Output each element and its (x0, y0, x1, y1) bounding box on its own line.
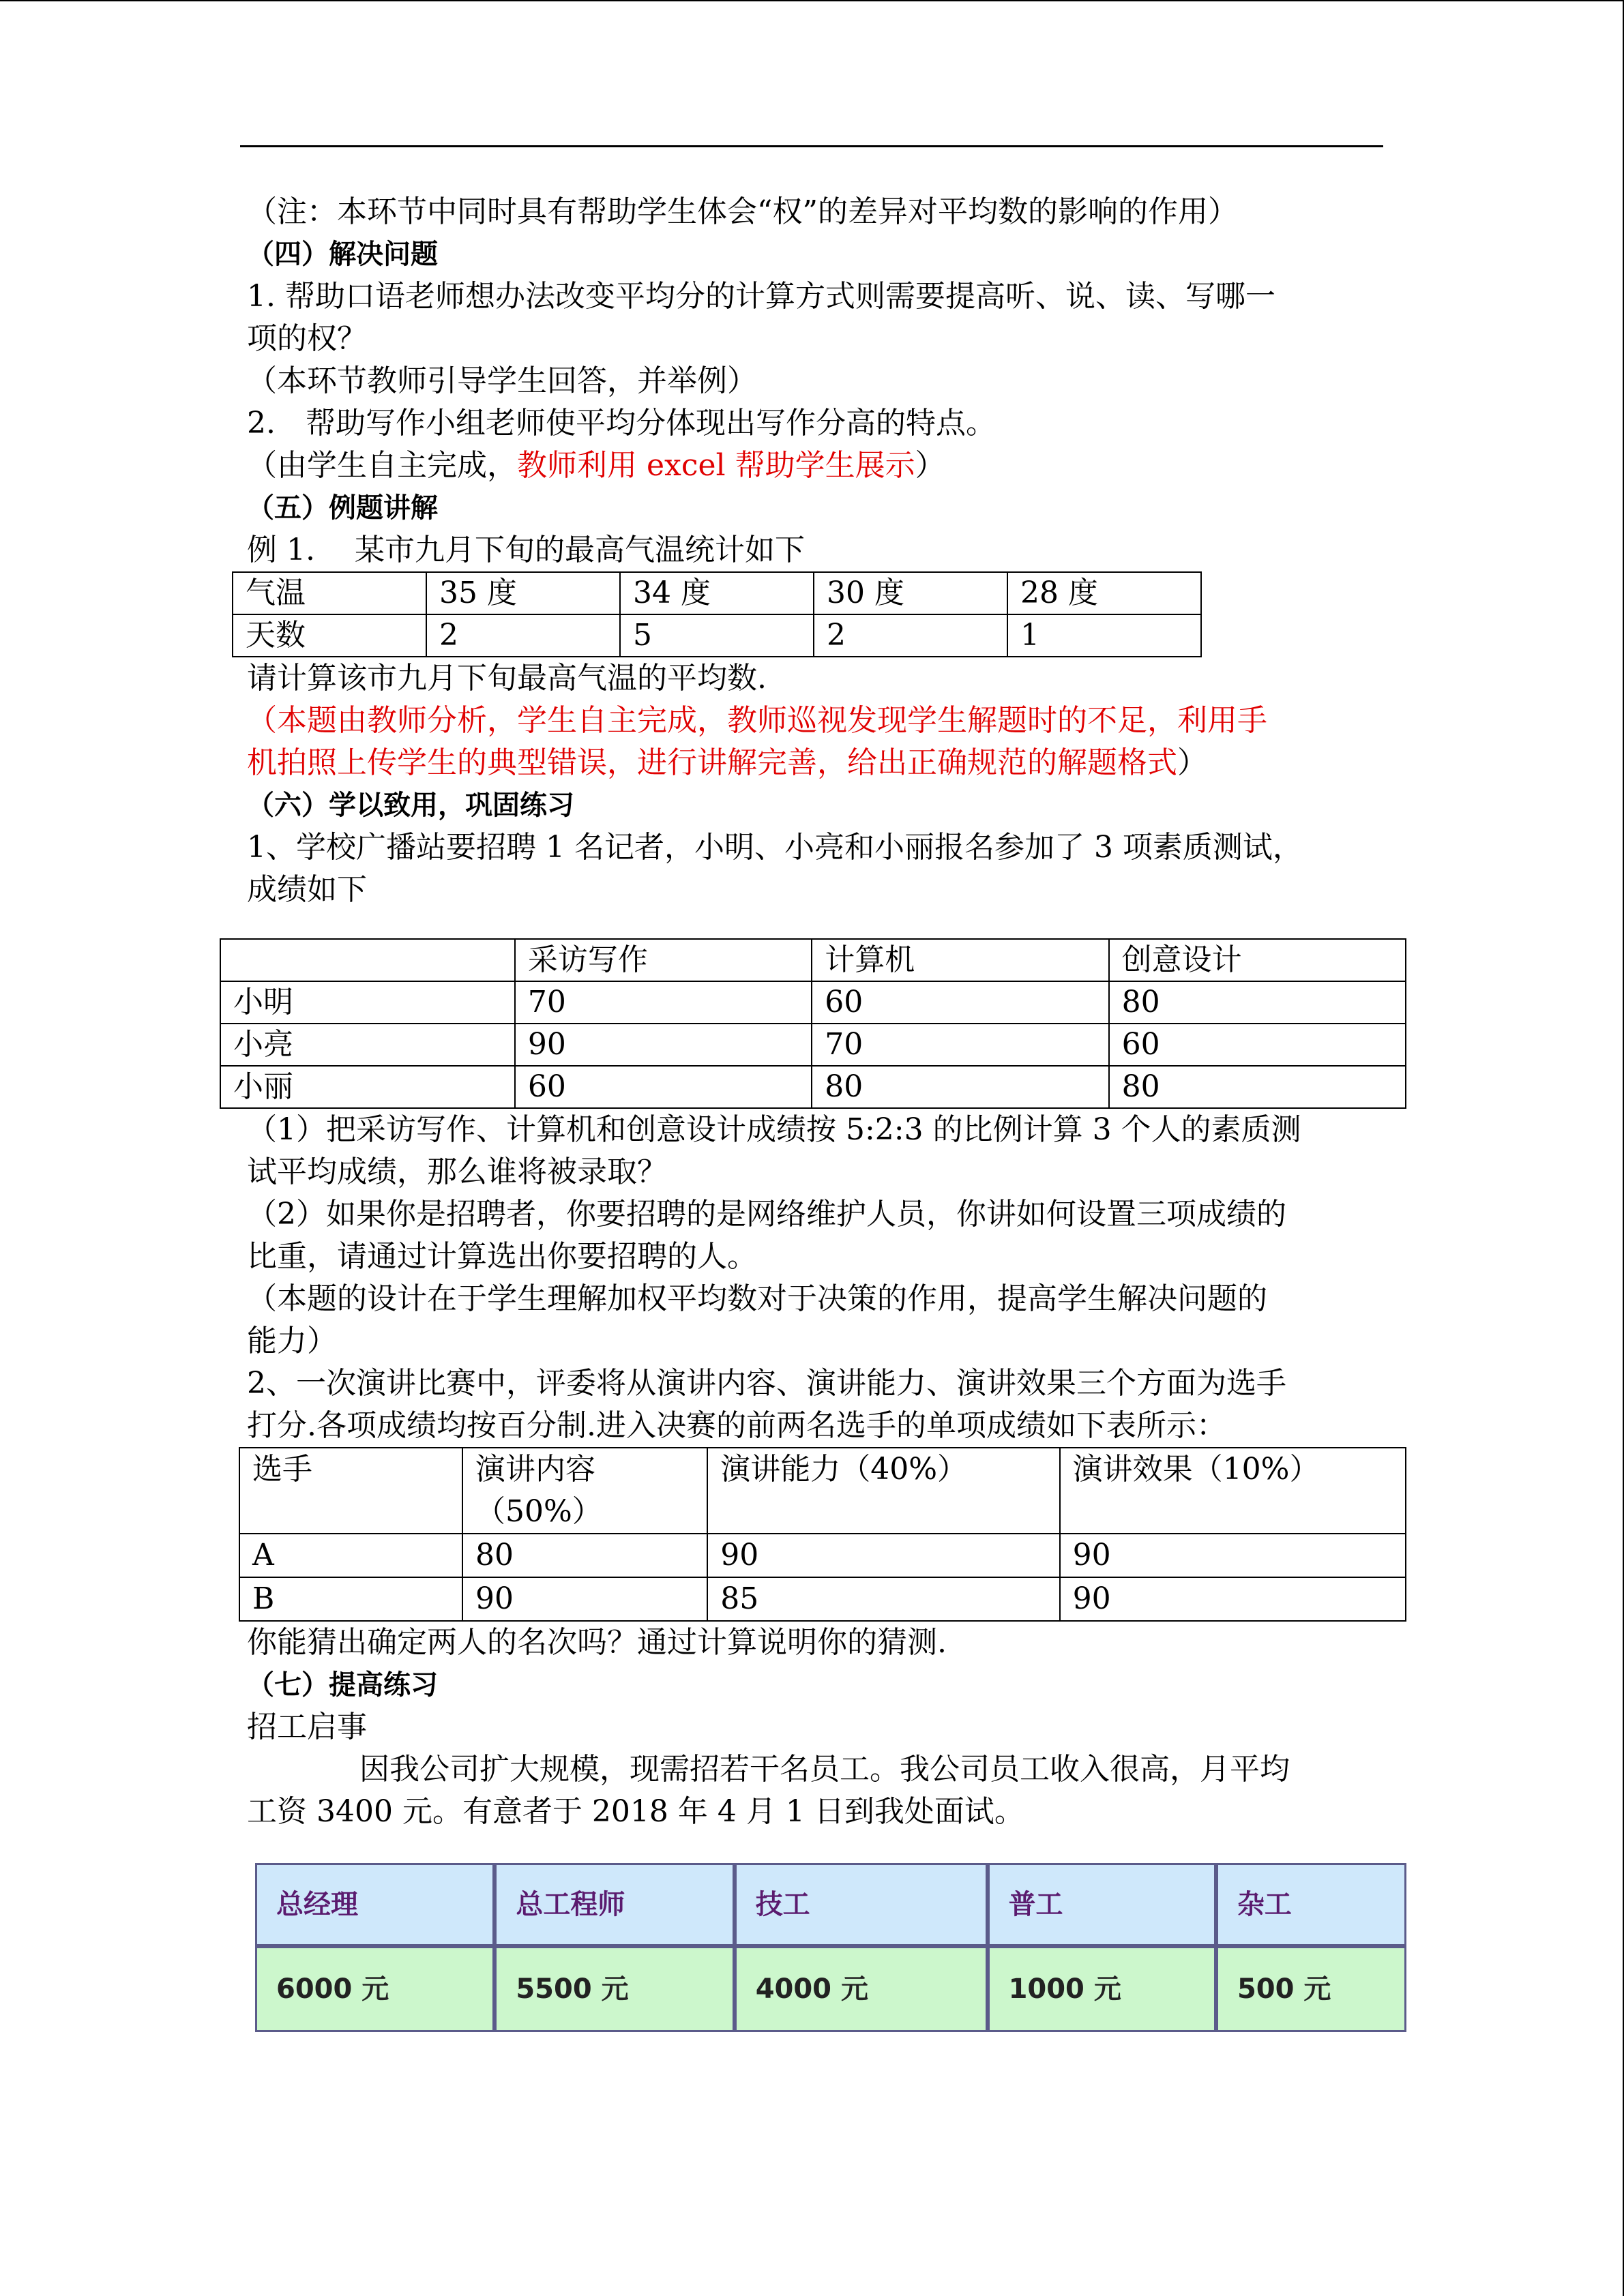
s4-q2-note (247, 445, 1406, 487)
s6-p1-line2: 成绩如下 (247, 872, 367, 907)
s6-p2-line2: 打分.各项成绩均按百分制.进入决赛的前两名选手的单项成绩如下表所示： (247, 1408, 1226, 1443)
s4-q1-line2: 项的权？ (247, 321, 367, 356)
table-row (239, 1577, 1406, 1621)
table-cell: 60 (515, 1066, 812, 1108)
section-7-heading: （七）提高练习 (247, 1669, 438, 1701)
table-cell: 90 (462, 1577, 707, 1621)
s6-note-line1: （本题的设计在于学生理解加权平均数对于决策的作用，提高学生解决问题的 (247, 1281, 1267, 1316)
table-cell: 小亮 (220, 1024, 515, 1066)
table-cell: 80 (1109, 981, 1406, 1024)
table-cell: 70 (812, 1024, 1108, 1066)
section-5-heading: （五）例题讲解 (247, 492, 438, 524)
spacer (247, 911, 1406, 938)
table-header-row (220, 939, 1406, 981)
s6-q2-line2: 比重，请通过计算选出你要招聘的人。 (247, 1239, 757, 1274)
example-question: 请计算该市九月下旬最高气温的平均数. (247, 661, 767, 696)
header-rule (240, 145, 1383, 147)
table-cell: 90 (707, 1534, 1059, 1577)
speech-content-weight: （50%） (475, 1494, 602, 1529)
s6-p2-line1: 2、一次演讲比赛中，评委将从演讲内容、演讲能力、演讲效果三个方面为选手 (247, 1366, 1286, 1401)
table-cell: 总经理 (255, 1863, 494, 1946)
table-cell: 80 (462, 1534, 707, 1577)
table-row (233, 572, 1201, 614)
notice-line2: 工资 3400 元。有意者于 2018 年 4 月 1 日到我处面试。 (247, 1794, 1024, 1829)
s6-p1-line1: 1、学校广播站要招聘 1 名记者，小明、小亮和小丽报名参加了 3 项素质测试， (247, 830, 1303, 865)
section-4-heading: （四）解决问题 (247, 239, 438, 270)
table-cell: A (239, 1534, 462, 1577)
table-cell: 60 (812, 981, 1108, 1024)
notice-title: 招工启事 (247, 1710, 367, 1744)
table-cell: 小明 (220, 981, 515, 1024)
s4-q2: 2. 帮助写作小组老师使平均分体现出写作分高的特点。 (247, 406, 996, 441)
example-note-line2 (247, 742, 1406, 784)
s6-q2-line1: （2）如果你是招聘者，你要招聘的是网络维护人员，你讲如何设置三项成绩的 (247, 1197, 1286, 1232)
table-cell: 采访写作 (515, 939, 812, 981)
table-cell: 小丽 (220, 1066, 515, 1108)
table-cell: B (239, 1577, 462, 1621)
s6-p2-question: 你能猜出确定两人的名次吗？通过计算说明你的猜测. (247, 1625, 947, 1660)
table-cell: 2 (814, 614, 1007, 657)
table-cell: 5500 元 (494, 1946, 734, 2032)
s6-q1-line1: （1）把采访写作、计算机和创意设计成绩按 5:2:3 的比例计算 3 个人的素质测 (247, 1112, 1301, 1147)
table-row (233, 614, 1201, 657)
table-cell (462, 1448, 707, 1534)
table-cell (220, 939, 515, 981)
s4-q1-line1: 1. 帮助口语老师想办法改变平均分的计算方式则需要提高听、说、读、写哪一 (247, 279, 1275, 314)
table-cell: 4000 元 (735, 1946, 988, 2032)
table-cell: 2 (426, 614, 620, 657)
table-cell: 34 度 (620, 572, 814, 614)
example-title: 例 1. 某市九月下旬的最高气温统计如下 (247, 533, 805, 567)
table-cell: 技工 (735, 1863, 988, 1946)
table-cell: 500 元 (1216, 1946, 1406, 2032)
example-note-line2-end: ） (1177, 745, 1207, 780)
table-cell: 杂工 (1216, 1863, 1406, 1946)
document-body (233, 191, 1406, 2032)
example-note-line1: （本题由教师分析，学生自主完成，教师巡视发现学生解题时的不足，利用手 (247, 703, 1267, 738)
table-cell: 6000 元 (255, 1946, 494, 2032)
table-cell: 35 度 (426, 572, 620, 614)
speech-table (239, 1447, 1406, 1622)
table-cell: 60 (1109, 1024, 1406, 1066)
salary-table (255, 1863, 1406, 2032)
table-row (220, 1066, 1406, 1108)
table-row (255, 1946, 1406, 2032)
table-cell: 70 (515, 981, 812, 1024)
s6-q1-line2: 试平均成绩，那么谁将被录取？ (247, 1154, 667, 1189)
note-line: （注：本环节中同时具有帮助学生体会“权”的差异对平均数的影响的作用） (247, 194, 1238, 229)
spacer (247, 1833, 1406, 1863)
score-table (220, 938, 1406, 1109)
table-cell: 天数 (233, 614, 426, 657)
table-header-row (239, 1448, 1406, 1534)
table-row (220, 981, 1406, 1024)
table-cell: 创意设计 (1109, 939, 1406, 981)
example-note-line2-red: 机拍照上传学生的典型错误，进行讲解完善，给出正确规范的解题格式 (247, 745, 1177, 780)
speech-content-label: 演讲内容 (475, 1452, 595, 1487)
table-cell: 5 (620, 614, 814, 657)
table-cell: 普工 (988, 1863, 1216, 1946)
table-cell: 90 (1060, 1577, 1406, 1621)
table-row (220, 1024, 1406, 1066)
table-cell: 计算机 (812, 939, 1108, 981)
s4-q1-note: （本环节教师引导学生回答，并举例） (247, 363, 757, 398)
table-cell: 选手 (239, 1448, 462, 1534)
table-cell: 气温 (233, 572, 426, 614)
s4-q2-note-end: ） (915, 448, 945, 483)
table-cell: 1 (1007, 614, 1201, 657)
table-cell: 90 (515, 1024, 812, 1066)
table-cell: 80 (812, 1066, 1108, 1108)
s6-note-line2: 能力） (247, 1324, 337, 1358)
table-cell: 30 度 (814, 572, 1007, 614)
table-cell: 28 度 (1007, 572, 1201, 614)
table-cell: 演讲效果（10%） (1060, 1448, 1406, 1534)
s4-q2-note-red: 教师利用 excel 帮助学生展示 (517, 448, 915, 483)
notice-line1: 因我公司扩大规模，现需招若干名员工。我公司员工收入很高，月平均 (359, 1752, 1290, 1787)
table-cell: 90 (1060, 1534, 1406, 1577)
section-6-heading: （六）学以致用，巩固练习 (247, 790, 574, 821)
table-row (239, 1534, 1406, 1577)
table-cell: 总工程师 (494, 1863, 734, 1946)
temperature-table (232, 571, 1202, 657)
table-cell: 1000 元 (988, 1946, 1216, 2032)
table-cell: 85 (707, 1577, 1059, 1621)
table-cell: 80 (1109, 1066, 1406, 1108)
s4-q2-note-black: （由学生自主完成， (247, 448, 517, 483)
table-cell: 演讲能力（40%） (707, 1448, 1059, 1534)
table-header-row (255, 1863, 1406, 1946)
